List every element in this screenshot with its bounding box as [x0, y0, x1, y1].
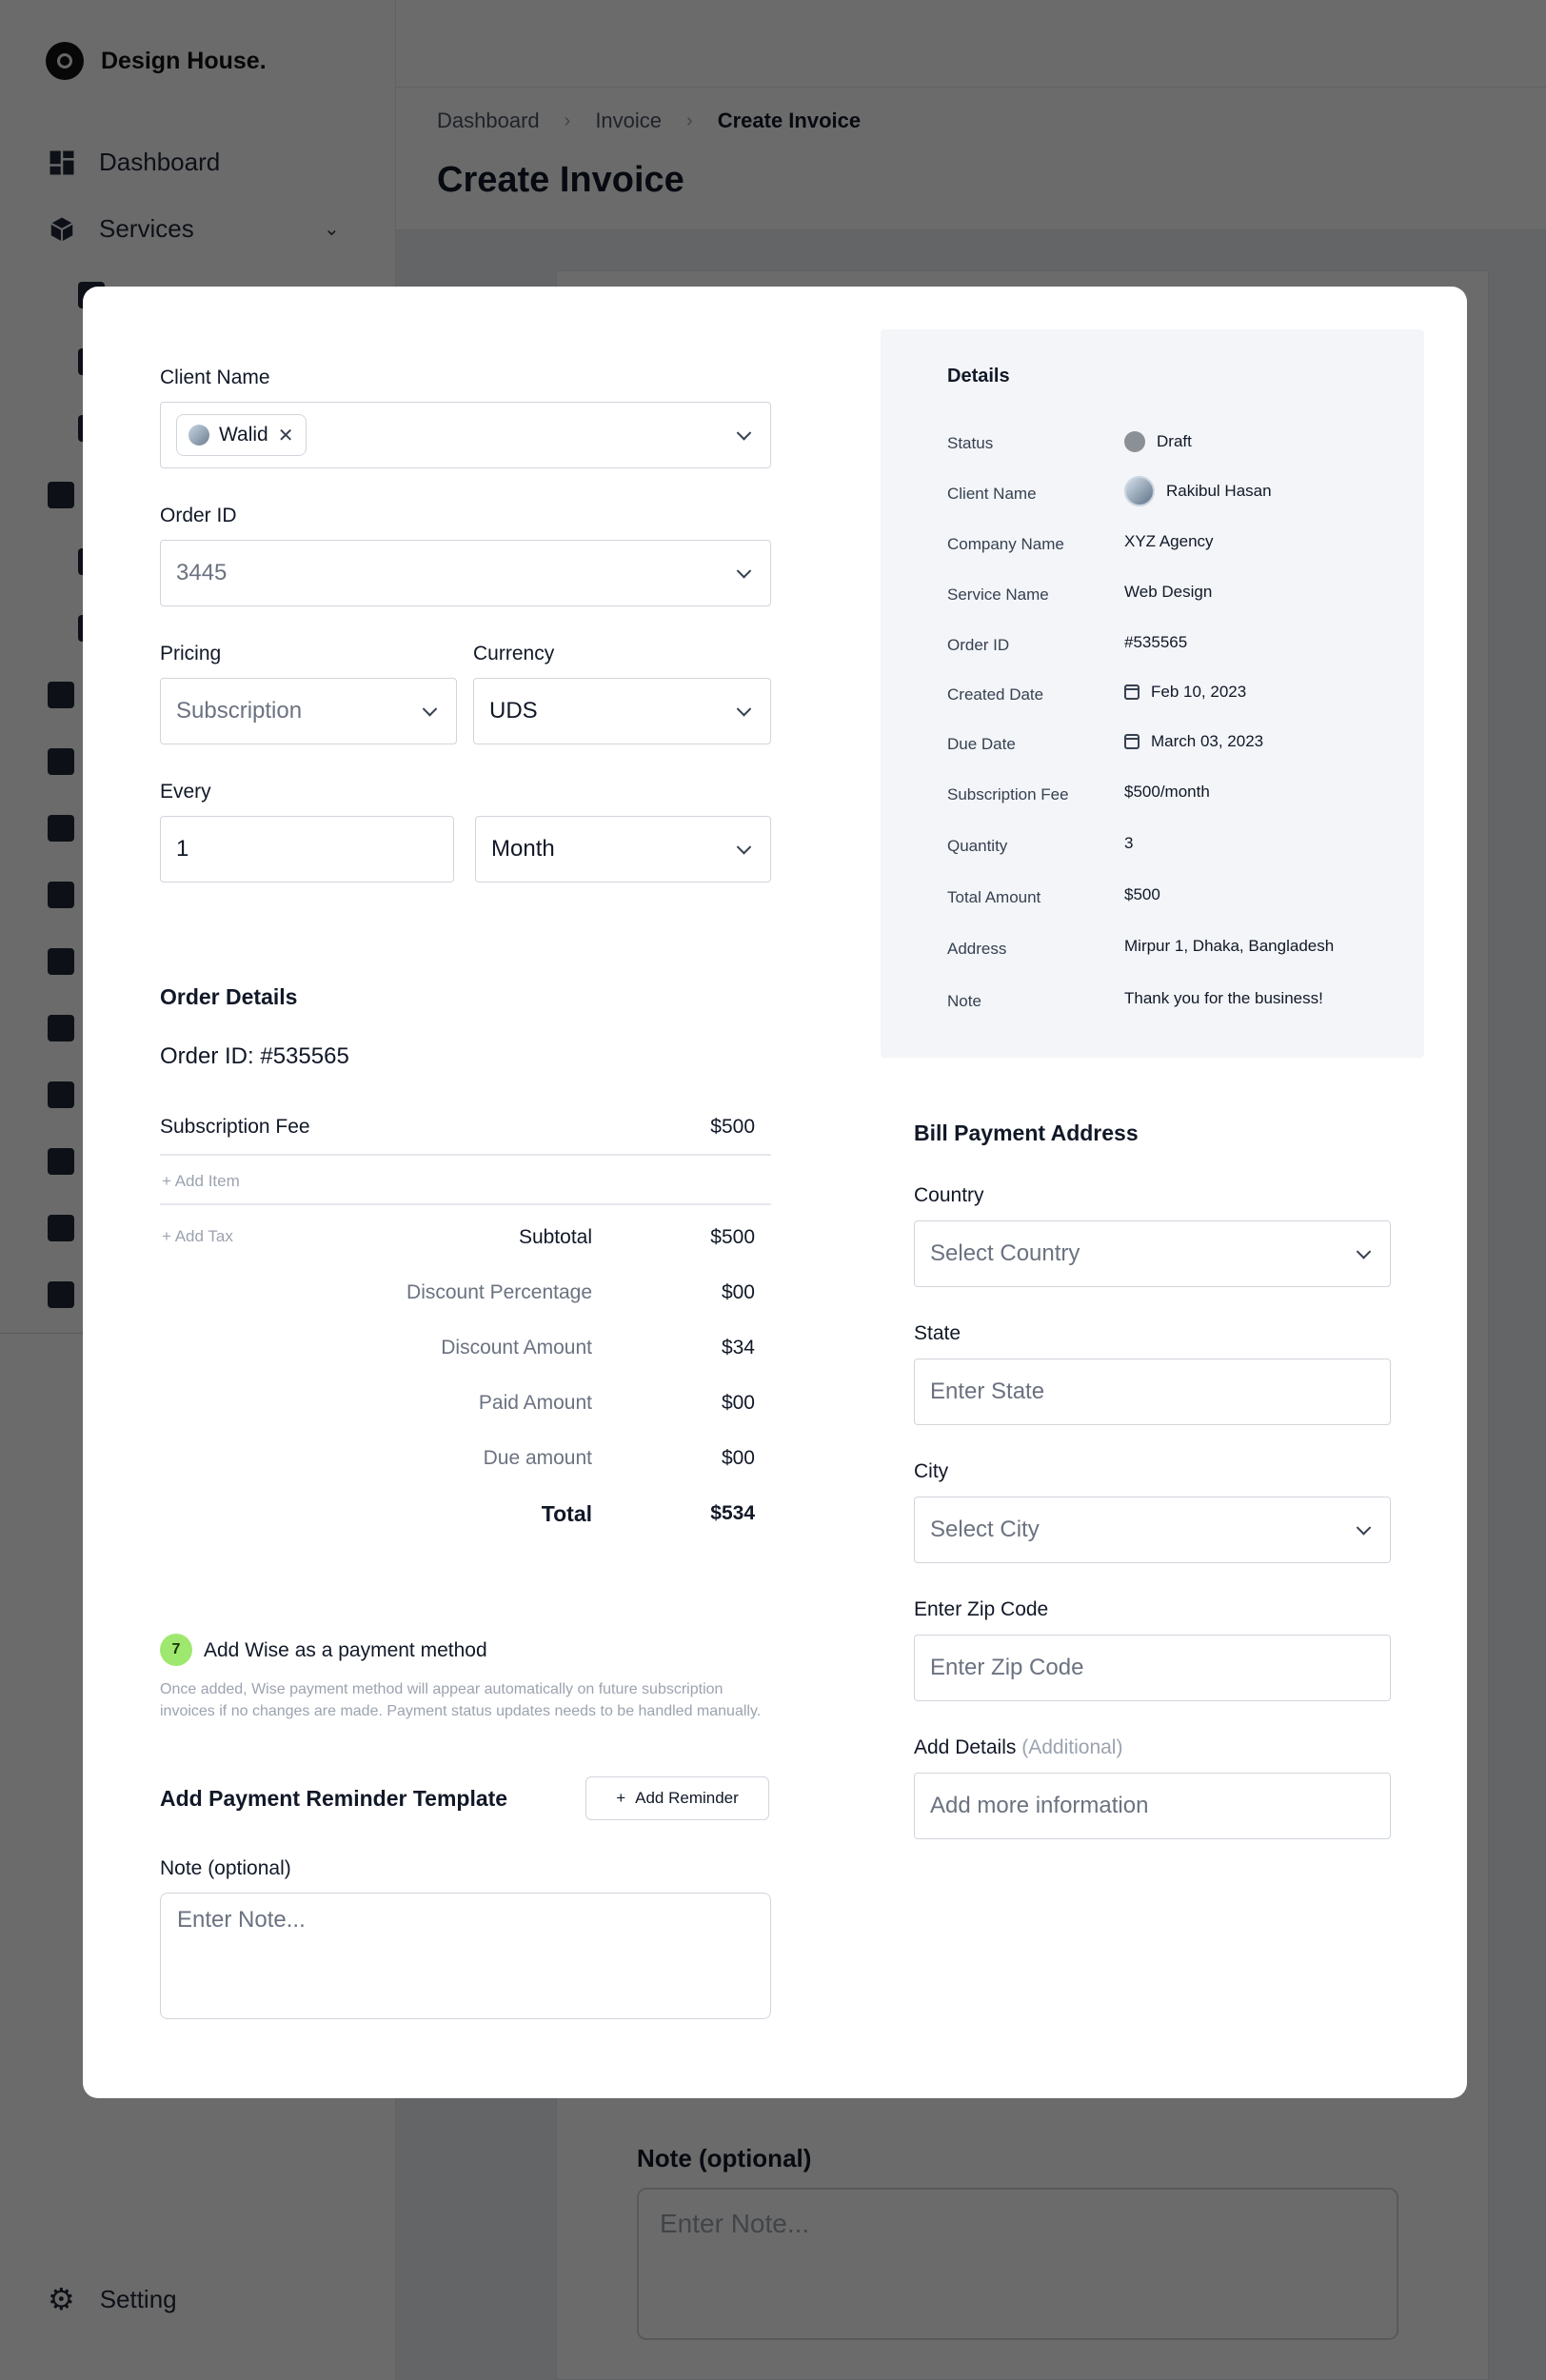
create-invoice-modal [83, 287, 1467, 2098]
calendar-icon [1124, 684, 1140, 700]
state-label: State [914, 1322, 961, 1344]
client-chip [176, 414, 307, 456]
pricing-value: Subscription [176, 698, 303, 724]
details-value: 3 [1124, 834, 1134, 852]
details-row-order-id [947, 630, 1404, 659]
zip-label: Enter Zip Code [914, 1598, 1049, 1620]
calendar-icon [1124, 734, 1140, 749]
add-details-placeholder: Add more information [930, 1793, 1149, 1818]
details-key: Address [947, 940, 1007, 958]
client-chip-label: Walid [219, 424, 268, 446]
details-row-created-date [947, 680, 1404, 708]
reminder-title: Add Payment Reminder Template [160, 1786, 508, 1811]
details-key: Quantity [947, 837, 1008, 855]
wise-title[interactable]: Add Wise as a payment method [204, 1639, 487, 1661]
subtotal-value: $500 [710, 1226, 755, 1248]
note-label: Note (optional) [160, 1857, 291, 1879]
discount-amount-value: $34 [721, 1337, 755, 1359]
every-label: Every [160, 781, 211, 803]
client-name-label: Client Name [160, 367, 270, 388]
country-select[interactable] [914, 1220, 1391, 1287]
every-number-value: 1 [176, 836, 189, 862]
details-value: $500/month [1124, 783, 1210, 801]
details-key: Due Date [947, 735, 1016, 753]
order-id-label: Order ID [160, 505, 237, 526]
zip-input[interactable] [914, 1635, 1391, 1701]
country-placeholder: Select Country [930, 1240, 1080, 1266]
wise-logo-icon: 7 [160, 1634, 192, 1666]
note-placeholder: Enter Note... [177, 1907, 306, 1933]
details-key: Company Name [947, 535, 1064, 553]
details-value-wrap [1124, 476, 1272, 506]
order-details-title: Order Details [160, 984, 298, 1009]
paid-amount-label: Paid Amount [478, 1392, 592, 1414]
status-dot-icon [1124, 431, 1145, 452]
avatar [188, 425, 209, 446]
total-value: $534 [710, 1502, 755, 1524]
add-tax-link[interactable]: + Add Tax [162, 1227, 233, 1245]
total-label: Total [541, 1501, 592, 1526]
order-id-select[interactable] [160, 540, 771, 606]
paid-amount-value: $00 [721, 1392, 755, 1414]
details-key: Total Amount [947, 888, 1041, 906]
add-details-label-text: Add Details [914, 1736, 1017, 1758]
details-row-address [947, 934, 1404, 962]
country-label: Country [914, 1184, 984, 1206]
order-id-value: 3445 [176, 560, 228, 585]
details-value: $500 [1124, 885, 1160, 903]
every-number-input[interactable] [160, 816, 454, 883]
currency-label: Currency [473, 643, 555, 664]
details-key: Subscription Fee [947, 785, 1069, 803]
details-title: Details [947, 366, 1010, 387]
details-row-note [947, 986, 1404, 1015]
client-name-select[interactable] [160, 402, 771, 468]
currency-select[interactable] [473, 678, 771, 744]
add-details-optional: (Additional) [1021, 1736, 1123, 1758]
bill-address-title: Bill Payment Address [914, 1121, 1139, 1145]
add-tax-label: Add Tax [174, 1227, 233, 1245]
details-value-wrap [1124, 683, 1246, 702]
due-amount-label: Due amount [483, 1447, 592, 1469]
note-textarea[interactable] [160, 1893, 771, 2019]
details-panel [881, 329, 1424, 1058]
details-row-total-amount [947, 883, 1404, 911]
details-key: Status [947, 434, 994, 452]
plus-icon: + [616, 1789, 626, 1807]
city-label: City [914, 1460, 949, 1482]
due-amount-value: $00 [721, 1447, 755, 1469]
details-row-service [947, 580, 1404, 608]
add-reminder-button[interactable] [585, 1776, 769, 1820]
divider [160, 1203, 771, 1205]
chevron-down-icon [737, 564, 752, 579]
state-input[interactable] [914, 1359, 1391, 1425]
details-value: #535565 [1124, 633, 1188, 651]
pricing-label: Pricing [160, 643, 222, 664]
chevron-down-icon [737, 426, 752, 441]
add-item-link[interactable]: + Add Item [162, 1172, 240, 1190]
details-value-wrap [1124, 431, 1192, 452]
discount-amount-label: Discount Amount [441, 1337, 592, 1359]
details-value-wrap [1124, 732, 1263, 751]
add-item-label: Add Item [174, 1172, 240, 1190]
chevron-down-icon [1357, 1520, 1372, 1536]
details-row-subscription-fee [947, 780, 1404, 808]
details-value: Rakibul Hasan [1166, 482, 1272, 500]
line-item-label: Subscription Fee [160, 1116, 310, 1138]
details-value: Thank you for the business! [1124, 989, 1323, 1007]
chevron-down-icon [737, 702, 752, 717]
details-row-status [947, 428, 1404, 457]
details-row-quantity [947, 831, 1404, 860]
details-value: Draft [1157, 432, 1192, 450]
state-placeholder: Enter State [930, 1378, 1045, 1404]
pricing-select[interactable] [160, 678, 457, 744]
details-value: Mirpur 1, Dhaka, Bangladesh [1124, 937, 1335, 955]
discount-percentage-label: Discount Percentage [406, 1281, 592, 1303]
line-item-amount: $500 [710, 1116, 755, 1138]
details-key: Service Name [947, 585, 1049, 604]
city-placeholder: Select City [930, 1517, 1040, 1542]
zip-placeholder: Enter Zip Code [930, 1655, 1084, 1680]
divider [160, 1154, 771, 1156]
discount-percentage-value: $00 [721, 1281, 755, 1303]
details-key: Order ID [947, 636, 1010, 654]
details-value: Web Design [1124, 583, 1213, 601]
avatar [1124, 476, 1155, 506]
details-row-due-date [947, 729, 1404, 758]
city-select[interactable] [914, 1497, 1391, 1563]
add-details-input[interactable] [914, 1773, 1391, 1839]
details-key: Note [947, 992, 981, 1010]
details-value: March 03, 2023 [1151, 732, 1264, 750]
details-row-company [947, 529, 1404, 558]
details-key: Client Name [947, 485, 1037, 503]
every-unit-value: Month [491, 836, 555, 862]
details-key: Created Date [947, 685, 1044, 704]
wise-description: Once added, Wise payment method will appear automatically on future subscription invoices if no changes are made. Payment status updates needs to be handled manually. [160, 1681, 762, 1719]
details-value: XYZ Agency [1124, 532, 1214, 550]
details-row-client [947, 479, 1404, 507]
chevron-down-icon [1357, 1244, 1372, 1259]
order-details-order-id: Order ID: #535565 [160, 1043, 349, 1069]
chevron-down-icon [737, 840, 752, 855]
close-icon[interactable]: ✕ [277, 425, 294, 446]
details-value: Feb 10, 2023 [1151, 683, 1247, 701]
currency-value: UDS [489, 698, 538, 724]
add-details-label [914, 1736, 1122, 1759]
add-reminder-label: Add Reminder [635, 1789, 739, 1807]
every-unit-select[interactable] [475, 816, 771, 883]
subtotal-label: Subtotal [518, 1226, 592, 1248]
chevron-down-icon [423, 702, 438, 717]
